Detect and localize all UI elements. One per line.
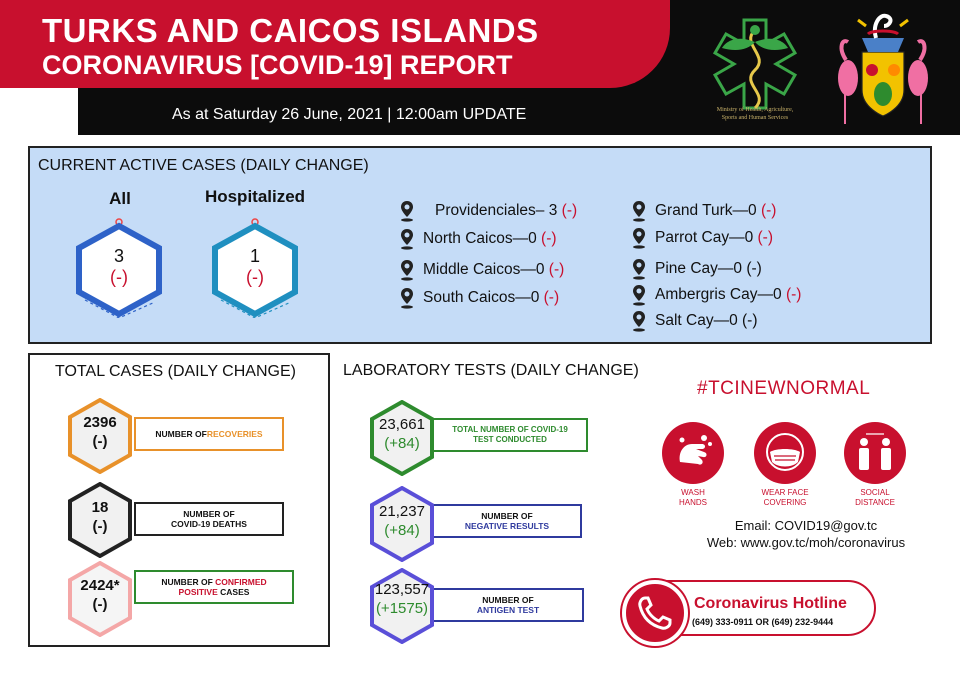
contact-info xyxy=(676,517,936,551)
island-ambergris-cay: Ambergris Cay—0 (-) xyxy=(632,284,801,306)
face-mask-icon xyxy=(754,422,816,484)
recoveries-value: 2396 (-) xyxy=(83,414,117,450)
island-south-caicos: South Caicos—0 (-) xyxy=(400,287,559,309)
island-parrot-cay: Parrot Cay—0 (-) xyxy=(632,227,773,249)
confirmed-value: 2424* (-) xyxy=(80,577,120,613)
hospitalized-label: Hospitalized xyxy=(204,187,306,206)
all-cases-value: 3 (-) xyxy=(110,246,128,287)
island-salt-cay: Salt Cay—0 (-) xyxy=(632,310,758,332)
page-subtitle: CORONAVIRUS [COVID-19] REPORT xyxy=(42,50,513,80)
update-date: As at Saturday 26 June, 2021 | 12:00am UPDATE xyxy=(172,106,527,123)
recoveries-label-box: NUMBER OF RECOVERIES xyxy=(134,417,284,451)
location-pin-icon xyxy=(400,287,414,309)
wash-hands-label: WASH HANDS xyxy=(678,488,707,507)
negative-results-label-box: NUMBER OF NEGATIVE RESULTS xyxy=(432,504,582,538)
hashtag: #TCINEWNORMAL xyxy=(697,378,871,399)
antigen-label-box: NUMBER OF ANTIGEN TEST xyxy=(432,588,584,622)
hospitalized-value: 1 (-) xyxy=(246,246,264,287)
location-pin-icon xyxy=(632,284,646,306)
active-cases-title: CURRENT ACTIVE CASES (DAILY CHANGE) xyxy=(38,157,369,174)
location-pin-icon xyxy=(400,200,414,222)
island-providenciales: Providenciales– 3 (-) xyxy=(400,200,577,222)
negative-results-value: 21,237 (+84) xyxy=(379,503,425,539)
antigen-value: 123,557 (+1575) xyxy=(374,581,430,617)
deaths-label-box: NUMBER OF COVID-19 DEATHS xyxy=(134,502,284,536)
total-tests-label-box: TOTAL NUMBER OF COVID-19 TEST CONDUCTED xyxy=(432,418,588,452)
island-pine-cay: Pine Cay—0 (-) xyxy=(632,258,762,280)
face-mask-label: WEAR FACE COVERING xyxy=(761,488,809,507)
island-grand-turk: Grand Turk—0 (-) xyxy=(632,200,776,222)
phone-icon xyxy=(622,580,688,646)
hotline-numbers[interactable]: (649) 333-0911 OR (649) 232-9444 xyxy=(692,617,834,627)
email-text[interactable]: Email: COVID19@gov.tc xyxy=(734,518,878,533)
location-pin-icon xyxy=(400,228,414,250)
location-pin-icon xyxy=(400,259,414,281)
island-north-caicos: North Caicos—0 (-) xyxy=(400,228,557,250)
ministry-name: Ministry of Health, Agriculture, Sports and Human Services xyxy=(716,107,794,121)
web-link[interactable]: Web: www.gov.tc/moh/coronavirus xyxy=(706,535,906,550)
deaths-value: 18 (-) xyxy=(91,499,109,535)
hotline-title: Coronavirus Hotline xyxy=(694,595,847,612)
location-pin-icon xyxy=(632,258,646,280)
island-middle-caicos: Middle Caicos—0 (-) xyxy=(400,259,564,281)
social-distance-icon xyxy=(844,422,906,484)
page-title: TURKS AND CAICOS ISLANDS xyxy=(42,12,539,49)
coat-of-arms-icon xyxy=(832,8,934,130)
total-tests-value: 23,661 (+84) xyxy=(379,416,425,452)
location-pin-icon xyxy=(632,227,646,249)
location-pin-icon xyxy=(632,310,646,332)
wash-hands-icon xyxy=(662,422,724,484)
lab-tests-title: LABORATORY TESTS (DAILY CHANGE) xyxy=(343,362,639,379)
location-pin-icon xyxy=(632,200,646,222)
total-cases-title: TOTAL CASES (DAILY CHANGE) xyxy=(55,363,296,380)
confirmed-label-box: NUMBER OF CONFIRMED POSITIVE CASES xyxy=(134,570,294,604)
all-label: All xyxy=(109,189,131,208)
social-distance-label: SOCIAL DISTANCE xyxy=(855,488,895,507)
